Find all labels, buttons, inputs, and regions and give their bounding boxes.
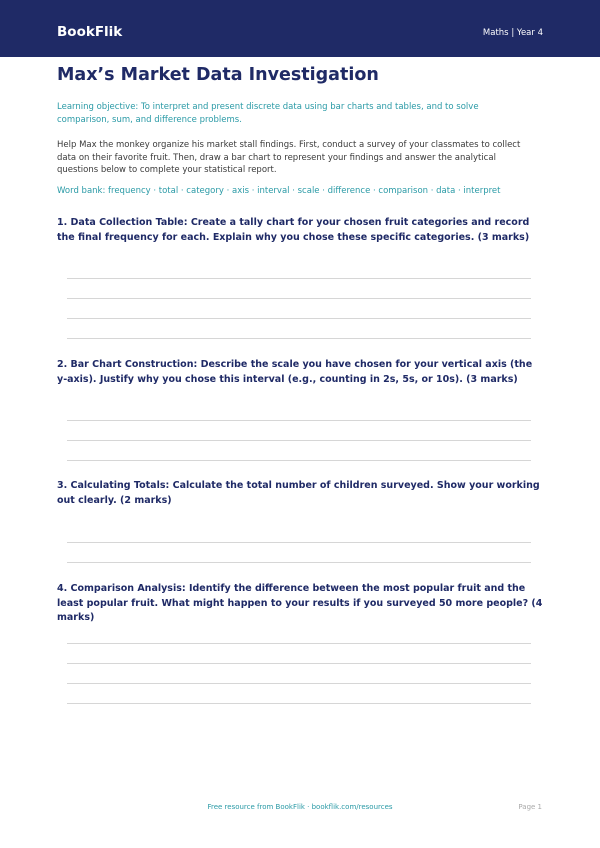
answer-line[interactable] (67, 683, 531, 684)
question-2: 2. Bar Chart Construction: Describe the scale you have chosen for your vertical axis (the y-axis). Justify why you chose this interval (e.g., counting in 2s, 5s, or 10s). (3 marks) (57, 359, 533, 385)
page-number: Page 1 (518, 803, 542, 811)
answer-line[interactable] (67, 703, 531, 704)
answer-line[interactable] (67, 460, 531, 461)
intro-text: Help Max the monkey organize his market stall findings. First, conduct a survey of your classmates to collect data on their favorite fruit. Then, draw a bar chart to represent your findings and answer the analytical questions below to complete your statistical report. (57, 140, 521, 175)
footer-resource-link[interactable]: Free resource from BookFlik · bookflik.com/resources (207, 803, 393, 811)
answer-line[interactable] (67, 663, 531, 664)
subject-year-label: Maths | Year 4 (482, 28, 543, 38)
page-title: Max’s Market Data Investigation (57, 65, 379, 85)
answer-line[interactable] (67, 420, 531, 421)
answer-line[interactable] (67, 562, 531, 563)
answer-line[interactable] (67, 318, 531, 319)
answer-line[interactable] (67, 278, 531, 279)
answer-line[interactable] (67, 440, 531, 441)
answer-line[interactable] (67, 298, 531, 299)
question-3: 3. Calculating Totals: Calculate the total number of children surveyed. Show your working out clearly. (2 marks) (57, 480, 540, 506)
answer-line[interactable] (67, 338, 531, 339)
header-bar (0, 0, 600, 57)
question-4: 4. Comparison Analysis: Identify the difference between the most popular fruit and the least popular fruit. What might happen to your results if you surveyed 50 more people? (4 marks) (57, 583, 543, 623)
question-1: 1. Data Collection Table: Create a tally chart for your chosen fruit categories and record the final frequency for each. Explain why you chose these specific categories. (3 marks) (57, 217, 530, 243)
answer-line[interactable] (67, 542, 531, 543)
word-bank: Word bank: frequency · total · category · axis · interval · scale · difference · comparison · data · interpret (57, 186, 501, 196)
brand-logo[interactable]: BookFlik (57, 24, 123, 40)
answer-line[interactable] (67, 643, 531, 644)
learning-objective: Learning objective: To interpret and present discrete data using bar charts and tables, and to solve comparison, sum, and difference problems. (57, 102, 479, 125)
